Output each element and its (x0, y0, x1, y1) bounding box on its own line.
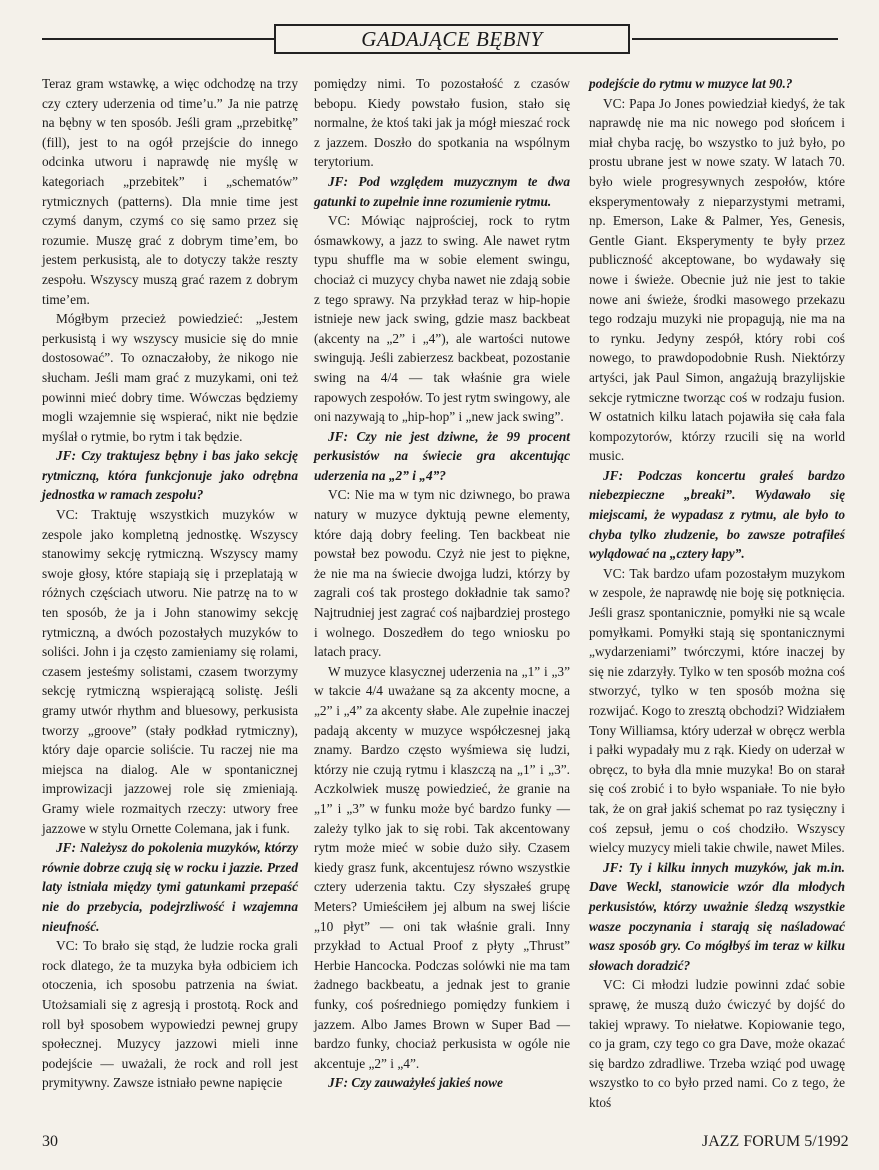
interview-question: JF: Czy zauważyłeś jakieś nowe (328, 1075, 503, 1091)
section-title: GADAJĄCE BĘBNY (274, 24, 630, 54)
header-rule-right (632, 38, 838, 40)
column-2 (314, 74, 570, 1093)
column-1 (42, 74, 298, 1093)
interview-question: JF: Podczas koncertu grałeś bardzo niebezpieczne „breaki”. Wydawało się miejscami, że wypadasz z rytmu, ale było to chyba tylko złudzenie, bo zawsze potrafiłeś wylądować na „cztery łapy”. (589, 467, 845, 562)
page-number: 30 (42, 1133, 58, 1150)
paragraph: W muzyce klasycznej uderzenia na „1” i „3” w takcie 4/4 uważane są za akcenty mocne, a „2” i „4” za akcenty słabe. Ale zupełnie inaczej padają akcenty w muzyce współczesnej jaką znamy. Bardzo często wyśmiewa się ludzi, którzy nie czują rytmu i klaszczą na „1” i „3”. Aczkolwiek muszę powiedzieć, że granie na „1” i „3” w funku może być bardzo funky — zależy tylko jak to się robi. Tak akcentowany rytm może mieć w sobie dużo siły. Czasem kiedy grasz funk, akcentujesz równo wszystkie cztery uderzenia taktu. Czy słyszałeś grupę Meters? Umieściłem jej album na swej liście „10 płyt” — oni tak właśnie grali. Inny przykład to Actual Proof z płyty „Thrust” Herbie Hancocka. Podczas solówki nie ma tam żadnego backbeatu, a jednak jest to granie funky, coś pośredniego pomiędzy funkiem i jazzem. Albo James Brown w Super Bad — bardzo funky, chociaż perkusista w ogóle nie akcentuje „2” i „4”. (314, 663, 570, 1071)
paragraph: Teraz gram wstawkę, a więc odchodzę na trzy czy cztery uderzenia od time’u.” Ja nie patrzę na bębny w ten sposób. Jeśli gram „przebitkę” (fill), jest to na ogół przejście do innego odcinka utworu i naprawdę nie myślę w kategoriach „przebitek” i „schematów” rytmicznych (patterns). Dla mnie time jest czymś danym, czymś co się samo przez się rozumie. Muszę grać z dobrym time’em, bo jestem perkusistą, ale to dotyczy także reszty zespołu. Wszyscy muszą grać razem z dobrym time’em. (42, 76, 298, 307)
interview-question: JF: Ty i kilku innych muzyków, jak m.in. Dave Weckl, stanowicie wzór dla młodych perkusistów, którzy uważnie śledzą wszystkie wasze poczynania i starają się naśladować wasz sposób gry. Co mógłbyś im teraz w kilku słowach doradzić? (589, 859, 845, 973)
paragraph: VC: Tak bardzo ufam pozostałym muzykom w zespole, że naprawdę nie boję się potknięcia. Jeśli grasz spontanicznie, pomyłki nie są wcale pomyłkami. Pomyłki stają się spontanicznymi „wydarzeniami” twórczymi, które inaczej by się nie zdarzyły. Tylko w ten sposób można coś stworzyć, tylko w ten sposób można się rozwijać. Kogo to zresztą obchodzi? Widziałem Tony Williamsa, który uderzał w obręcz werbla i pałki wypadały mu z rąk. Kiedy on uderzał w obręcz, to była dla mnie muzyka! Bo on starał się coś zrobić i to było wspaniałe. To nie było tak, że on grał jakiś schemat po raz tysięczny i coś zepsuł, jemu o coś chodziło. Wszyscy wielcy muzycy mieli takie chwile, nawet Miles. (589, 565, 845, 856)
paragraph: Mógłbym przecież powiedzieć: „Jestem perkusistą i wy wszyscy musicie się do mnie dostosować”. To oznaczałoby, że nikogo nie słucham. Jeśli mam grać z muzykami, oni też powinni mieć dobry time. Wówczas będziemy mogli wzajemnie się wspierać, nikt nie będzie myślał o rytmie, bo rytm i tak będzie. (42, 311, 298, 444)
paragraph: VC: Ci młodzi ludzie powinni zdać sobie sprawę, że muszą dużo ćwiczyć by dojść do takiej wprawy. To niełatwe. Kopiowanie tego, co ja gram, czy tego co gra Dave, może okazać się bardzo zdradliwe. Trzeba wziąć pod uwagę wszystko to co było przed nami. Co z tego, że ktoś (589, 977, 845, 1110)
paragraph: VC: To brało się stąd, że ludzie rocka grali rock dlatego, że ta muzyka była odbiciem ich otoczenia, ich sposobu patrzenia na świat. Utożsamiali się z agresją i prostotą. Rock and roll był sposobem wypowiedzi pewnej grupy społecznej. Muzycy jazzowi mieli inne podejście — uważali, że rock and roll jest prymitywny. Zawsze istniało pewne napięcie (42, 938, 298, 1091)
interview-question: JF: Pod względem muzycznym te dwa gatunki to zupełnie inne rozumienie rytmu. (314, 173, 570, 209)
paragraph: pomiędzy nimi. To pozostałość z czasów bebopu. Kiedy powstało fusion, stało się normalne, że ktoś taki jak ja mógł mieszać rock z jazzem. Doszło do spotkania na wspólnym terytorium. (314, 76, 570, 170)
paragraph: VC: Nie ma w tym nic dziwnego, bo prawa natury w muzyce dyktują pewne elementy, które dają dobry feeling. Ten backbeat nie powstał bez powodu. Czyż nie jest to piękne, że nie ma na świecie dwojga ludzi, którzy by zagrali coś tak prostego dokładnie tak samo? Najtrudniej jest zagrać coś najbardziej prostego i wolnego. Doszedłem do tego wniosku po latach pracy. (314, 487, 570, 660)
interview-question: podejście do rytmu w muzyce lat 90.? (589, 76, 793, 91)
paragraph: VC: Mówiąc najprościej, rock to rytm ósmawkowy, a jazz to swing. Ale nawet rytm typu shuffle ma w sobie element swingu, chociaż ci muzycy chyba nawet nie zdają sobie z tego sprawy. Na przykład teraz w hip-hopie istnieje new jack swing, gdzie masz backbeat (akcenty na „2” i „4”), ale wartości nutowe swingują. Jeśli zabierzesz backbeat, pozostanie swing na 4/4 — tak właśnie gra wiele rapowych zespołów. To jest rytm swingowy, ale oni nazywają to „hip-hop” i „new jack swing”. (314, 213, 570, 425)
interview-question: JF: Należysz do pokolenia muzyków, którzy równie dobrze czują się w rocku i jazzie. Przed laty istniała między tymi gatunkami przepaść nie do przebycia, podejrzliwość i wzajemna nieufność. (42, 840, 298, 934)
column-3 (589, 74, 845, 1112)
paragraph: VC: Traktuję wszystkich muzyków w zespole jako kompletną jednostkę. Wszyscy stanowimy sekcję rytmiczną. Wszyscy mamy swoje głosy, które stapiają się i przeplatają w różnych częściach utworu. Nie patrzę na to w ten sposób, że ja i John stanowimy sekcję rytmiczną, a dwóch pozostałych muzyków to soliści. John i ja często zamieniamy się rolami, czasem jesteśmy solistami, czasem tworzymy sekcję rytmiczną wspierającą solistę. Jeśli gramy utwór rhythm and bluesowy, perkusista tworzy „groove” (stały podkład rytmiczny), który daje oparcie soliście. Tu raczej nie ma miejsca na dialog. Ale w spontanicznej improwizacji jazzowej role się zmieniają. Gramy wiele rozmaitych rzeczy: utwory free jazzowe w stylu Ornette Colemana, jak i funk. (42, 507, 298, 836)
publication-info: JAZZ FORUM 5/1992 (702, 1133, 849, 1150)
interview-question: JF: Czy nie jest dziwne, że 99 procent perkusistów na świecie gra akcentując uderzenia na „2” i „4”? (314, 428, 570, 483)
paragraph: VC: Papa Jo Jones powiedział kiedyś, że tak naprawdę nie ma nic nowego pod słońcem i miał chyba rację, bo wszystko to już było, po prostu ubrane jest w nowe szaty. W latach 70. było wiele progresywnych zespołów, które eksperymentowały z nieparzystymi metrami, np. Emerson, Lake & Palmer, Yes, Genesis, Gentle Giant. Eksperymenty te były przez publiczność akceptowane, bo wydawały się nowe i świeże. Obecnie już nie jest to takie nowe ani świeże, środki masowego przekazu tego rodzaju muzyki nie propagują, nie ma na to rynku. Jedyny zespół, który robi coś nowego, to prawdopodobnie Rush. Niektórzy artyści, jak Paul Simon, angażują brazylijskie sekcje rytmiczne tworząc coś w rodzaju fusion. W ostatnich kilku latach pojawiła się cała fala kompozytorów, którzy rzucili się na world music. (589, 95, 845, 464)
interview-question: JF: Czy traktujesz bębny i bas jako sekcję rytmiczną, która funkcjonuje jako odrębna jednostka w ramach zespołu? (42, 448, 298, 503)
header-rule-left (42, 38, 274, 40)
